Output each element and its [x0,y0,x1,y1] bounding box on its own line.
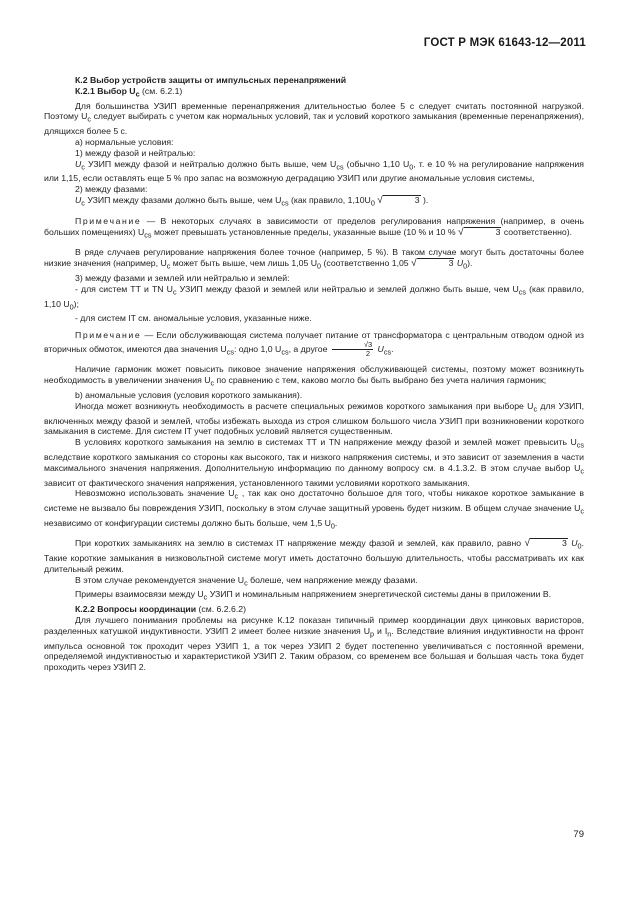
subsection-title-2: К.2.2 Вопросы координации (см. 6.2.6.2) [75,604,247,615]
paragraph: В этом случае рекомендуется значение $U_c$ болеше, чем напряжение между фазами. [75,574,418,588]
subsection-title-1: К.2.1 Выбор $U_c$ (см. 6.2.1) [75,85,183,99]
paragraph: При коротких замыканиях на землю в системах IT напряжение между фазой и землей, как правило, равно √ 3 $U_0$. Такие короткие замыкания в низковольтной системе могут иметь достаточно большую длительность, чтобы рассматривать их как длительный режим. [44,538,585,574]
paragraph: Для лучшего понимания проблемы на рисунке К.12 показан типичный пример координации двух цинковых варисторов, разделенных катушкой индуктивности. УЗИП 2 имеет более низкие значения $U_p$ и $I_n$. Вследствие влияния индуктивности на фронт импульса основной ток проходит через УЗИП 1, а ток через УЗИП 2 будет постепенно увеличиваться с постоянной времени, определяемой индуктивностью и характеристикой УЗИП 2. Таким образом, со временем все большая и большая часть тока будет проходить через УЗИП 2. [44,615,584,673]
list-item: 2) между фазами: [75,184,148,195]
list-item: а) нормальные условия: [75,137,174,147]
section-title: К.2 Выбор устройств защиты от импульсных перенапряжений [75,75,347,85]
standard-header: ГОСТ Р МЭК 61643-12—2011 [423,37,586,49]
paragraph: $U_c$ УЗИП между фазой и нейтралью должно быть выше, чем $U_{cs}$ (обычно 1,10 $U_0$, т. е 10 % на регулирование напряжения или 1,15, если оставлять еще 5 % про запас на возможную деградацию УЗИП или другие аномальные условия системы, [44,158,584,184]
paragraph: Наличие гармоник может повысить пиковое значение напряжения обслуживающей системы, поэтому может возникнуть необходимость в увеличении значения $U_c$ по сравнению с тем, каково могло бы быть выбрано без учета наличия гармоник; [44,364,584,389]
note: Примечание — Если обслуживающая система получает питание от трансформатора с центральным отводом одной из вторичных обмоток, имеются два значения $U_{cs}$: одно 1,0 $U_{cs}$, а другое $\frac{√3}{2}$ $U_{cs}$. [44,330,584,358]
fraction-root3-over-2: $\frac{√3}{2}$ [332,341,373,358]
list-item: 1) между фазой и нейтралью: [75,147,196,158]
paragraph: Иногда может возникнуть необходимость в расчете специальных режимов короткого замыкания при выборе $U_c$ для УЗИП, включенных между фазой и землей, чтобы избежать выхода из строя слишком большого числа УЗИП при возникновении короткого замыкания в системе. Для систем IT учет подобных условий является существенным. [44,400,584,437]
paragraph: $U_c$ УЗИП между фазами должно быть выше, чем $U_{cs}$ (как правило, $1,10U_0$ √ 3 ). [75,195,429,208]
note: Примечание — В некоторых случаях в зависимости от пределов регулирования напряжения (например, в очень больших помещениях) $U_{cs}$ может превышать установленные пределы, указанные выше (10 % и 10 % √ 3 соответственно). [44,215,584,240]
paragraph: В условиях короткого замыкания на землю в системах ТТ и TN напряжение между фазой и землей может превысить $U_{cs}$ вследствие короткого замыкания со стороны как высокого, так и низкого напряжения системы, и это зависит от заземления в части максимального значения напряжения. Дополнительную информацию по данному вопросу см. в 4.1.3.2. В этом случае выбор $U_c$ зависит от фактического значения напряжения, установленного такими условиями короткого замыкания. [44,437,584,488]
list-item: 3) между фазами и землей или нейтралью и землей: [75,273,290,283]
paragraph: Для большинства УЗИП временные перенапряжения длительностью более 5 с следует считать постоянной нагрузкой. Поэтому $U_c$ следует выбирать с учетом как нормальных условий, так и условий короткого замыкания (временные перенапряжения), длящихся более 5 с. [44,100,584,137]
paragraph: В ряде случаев регулирование напряжения более точное (например, 5 %). В таком случае могут быть достаточны более низкие значения (например, $U_c$ может быть выше, чем лишь 1,05 $U_0$ (соответственно 1,05 √ 3 $U_0$). [44,247,584,272]
paragraph: Примеры взаимосвязи между $U_c$ УЗИП и номинальным напряжением энергетической системы даны в приложении В. [75,589,552,603]
list-item: b) аномальные условия (условия короткого замыкания). [75,389,303,400]
page-number: 79 [573,829,584,840]
list-item: - для систем ТТ и TN $U_c$ УЗИП между фазой и землей или нейтралью и землей должно быть выше, чем $U_{cs}$ (как правило, 1,10 $U_0$); [44,283,584,312]
paragraph: Невозможно использовать значение $U_c$ , так как оно достаточно большое для того, чтобы никакое короткое замыкание в системе не вызвало бы повреждения УЗИП, поскольку в этом случае защитный уровень будет низким. В общем случае значение $U_c$ независимо от конфигурации системы должно быть больше, чем 1,5 $U_0$. [44,488,585,531]
list-item: - для систем IT см. аномальные условия, указанные ниже. [75,313,312,324]
document-body [44,75,584,673]
